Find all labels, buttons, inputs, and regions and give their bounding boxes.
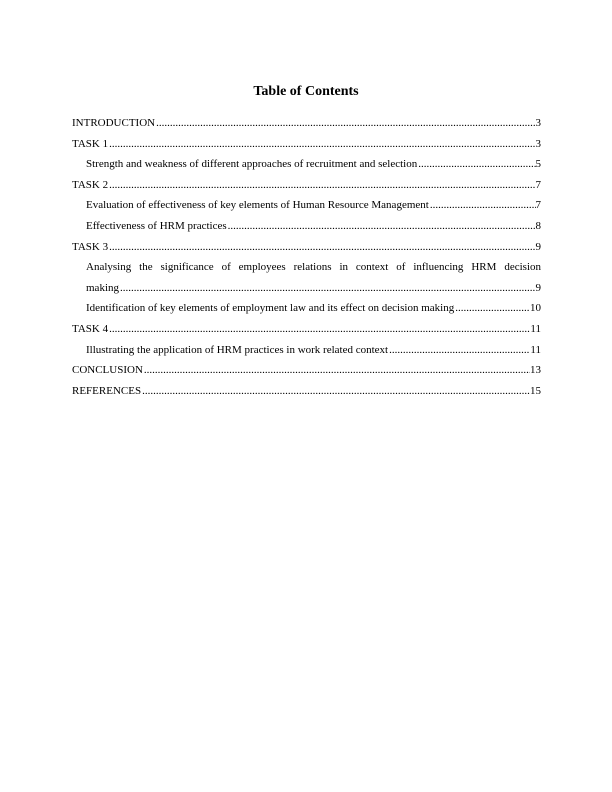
toc-page-number: 11: [530, 343, 541, 356]
toc-entry-label: TASK 2: [72, 178, 109, 191]
toc-entry-hrm-practices[interactable]: [72, 216, 541, 237]
toc-entry-references[interactable]: [72, 381, 541, 402]
toc-entry-employment-law[interactable]: [72, 298, 541, 319]
toc-leader-dots: [228, 216, 536, 237]
toc-entry-label: TASK 3: [72, 240, 109, 253]
toc-entry-hrm-application[interactable]: [72, 340, 541, 361]
toc-leader-dots: [389, 340, 530, 361]
toc-entry-task-4[interactable]: [72, 319, 541, 340]
toc-leader-dots: [418, 154, 535, 175]
toc-entry-employee-relations[interactable]: [72, 257, 541, 278]
toc-page-number: 9: [535, 240, 541, 253]
toc-leader-dots: [109, 237, 535, 258]
toc-leader-dots: [109, 319, 530, 340]
toc-entry-label: TASK 4: [72, 322, 109, 335]
toc-leader-dots: [144, 360, 530, 381]
toc-entry-label: INTRODUCTION: [72, 117, 156, 129]
table-of-contents: [72, 113, 541, 401]
toc-entry-label: CONCLUSION: [72, 364, 143, 377]
toc-leader-dots: [109, 175, 535, 196]
toc-page-number: 9: [535, 281, 541, 294]
toc-page-number: 11: [530, 322, 541, 335]
toc-page-number: 5: [535, 158, 541, 171]
toc-entry-conclusion[interactable]: [72, 360, 541, 381]
toc-page-number: 15: [530, 384, 541, 397]
toc-leader-dots: [109, 134, 535, 155]
toc-entry-recruitment-selection[interactable]: [72, 154, 541, 175]
toc-leader-dots: [455, 298, 530, 319]
toc-page-number: 13: [530, 364, 541, 377]
toc-title: Table of Contents: [253, 84, 359, 99]
toc-entry-label: Effectiveness of HRM practices: [86, 219, 227, 232]
toc-entry-task-2[interactable]: [72, 175, 541, 196]
toc-page-number: 7: [535, 199, 541, 212]
toc-entry-task-1[interactable]: [72, 134, 541, 155]
toc-entry-label: Strength and weakness of different approaches of recruitment and selection: [86, 158, 418, 171]
toc-entry-label: Identification of key elements of employment law and its effect on decision making: [86, 302, 455, 315]
toc-entry-label: Analysing the significance of employees relations in context of influencing HRM decision: [86, 261, 541, 274]
toc-page-number: 3: [535, 137, 541, 150]
toc-entry-employee-relations-continued[interactable]: [72, 278, 541, 299]
toc-page-number: 7: [535, 178, 541, 191]
toc-leader-dots: [120, 278, 536, 299]
toc-entry-hrm-key-elements[interactable]: [72, 195, 541, 216]
toc-entry-label: Illustrating the application of HRM practices in work related context: [86, 343, 389, 356]
toc-leader-dots: [430, 195, 536, 216]
toc-entry-label: Evaluation of effectiveness of key elements of Human Resource Management: [86, 199, 429, 212]
toc-entry-label: making: [86, 281, 119, 294]
toc-entry-introduction[interactable]: [72, 113, 541, 134]
toc-entry-label: TASK 1: [72, 137, 109, 150]
toc-page-number: 8: [535, 219, 541, 232]
toc-entry-label: REFERENCES: [72, 384, 142, 397]
toc-entry-task-3[interactable]: [72, 237, 541, 258]
toc-page-number: 10: [530, 302, 541, 315]
toc-page-number: 3: [535, 117, 541, 129]
toc-leader-dots: [142, 381, 530, 402]
toc-leader-dots: [156, 113, 535, 134]
